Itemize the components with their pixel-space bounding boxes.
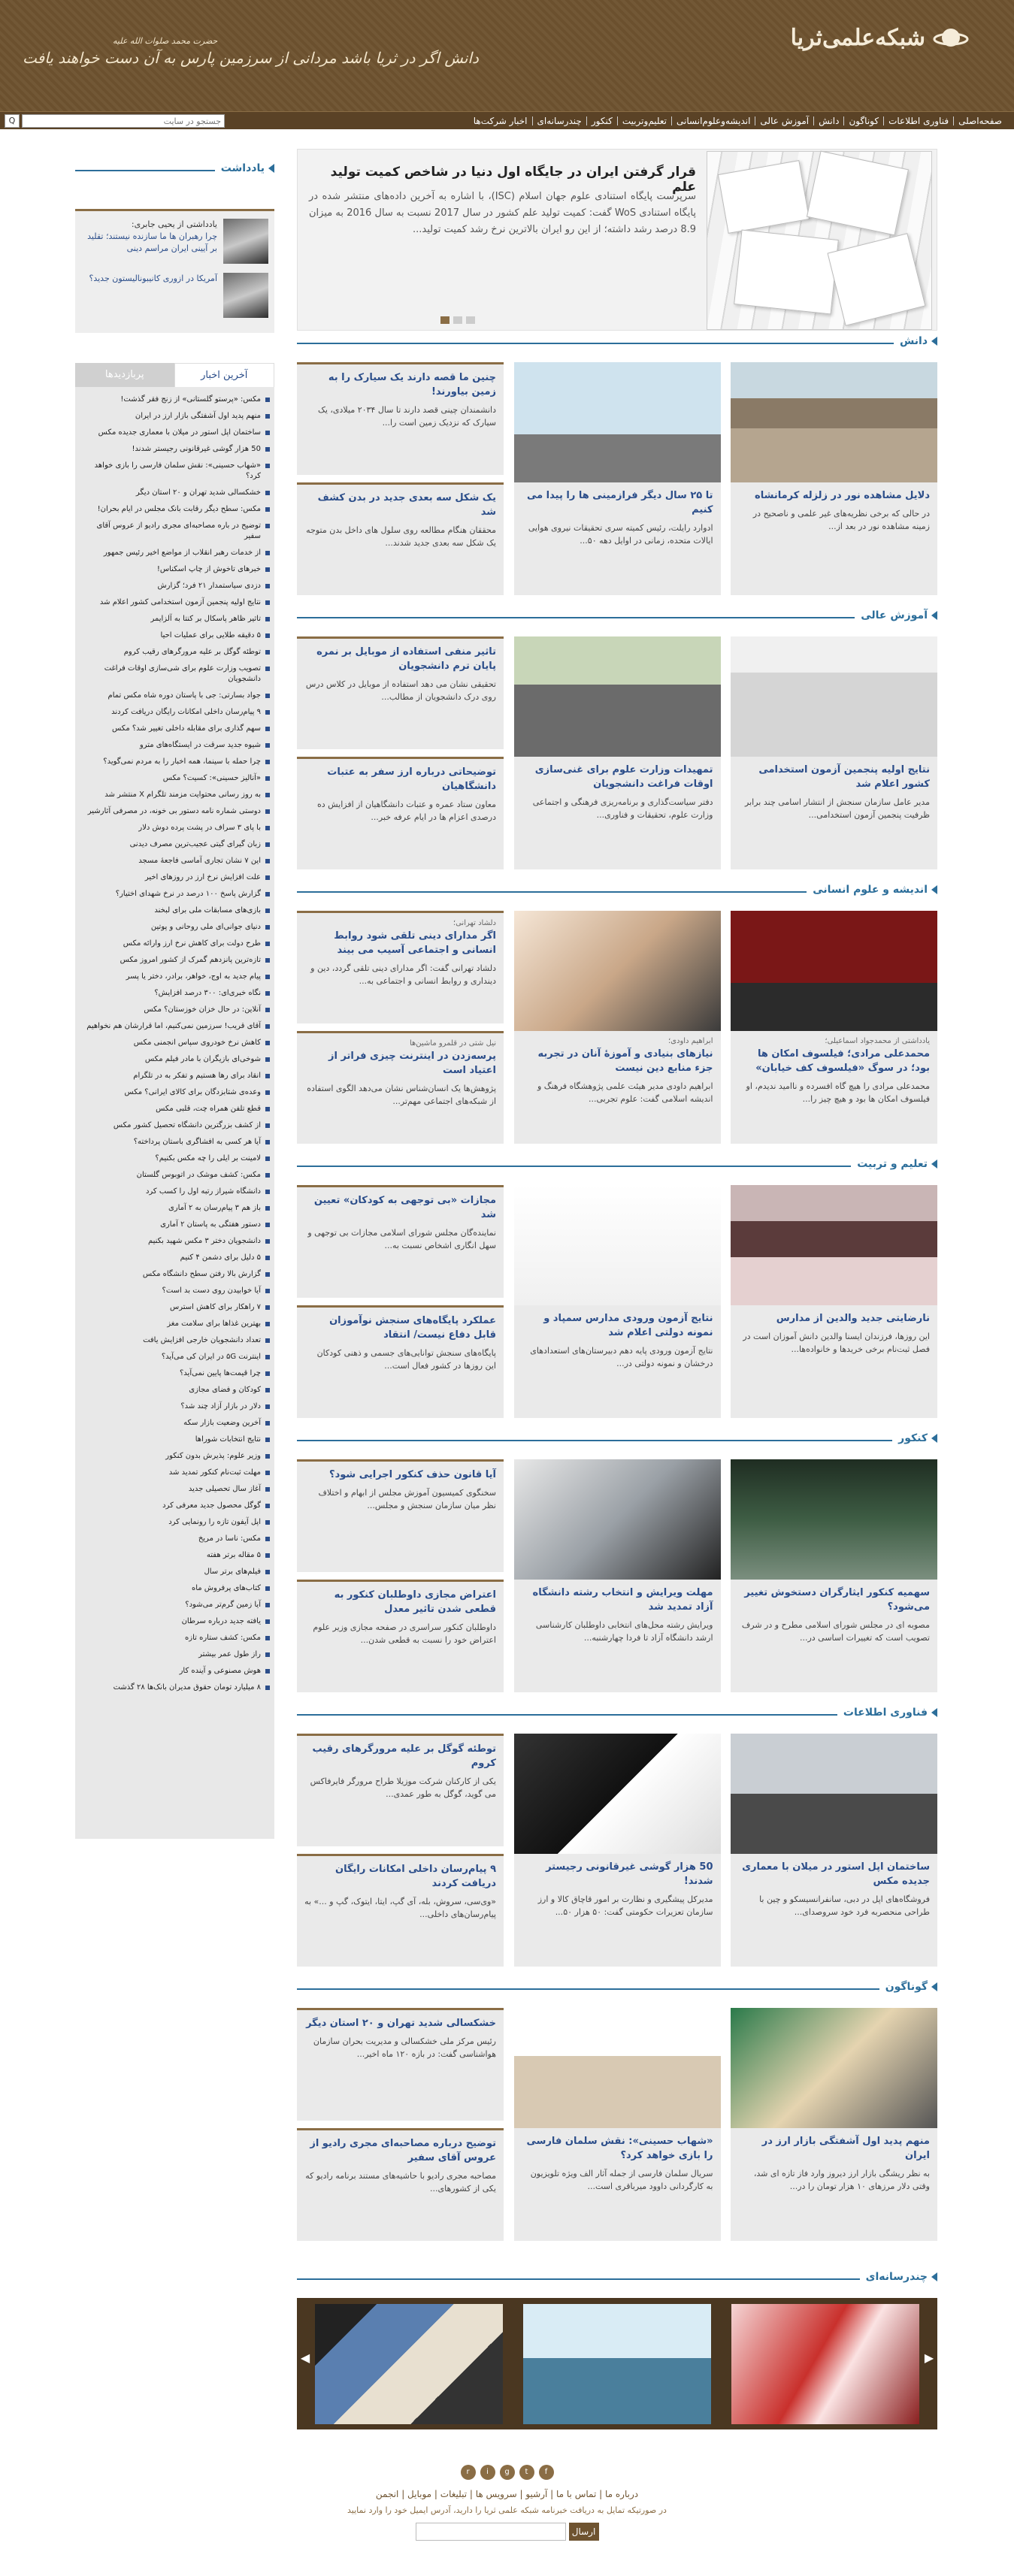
news-list-item[interactable]: دوستی شماره نامه دستور بی خونه، در مصرفی آثارشیر xyxy=(80,803,270,820)
news-card[interactable] xyxy=(731,1734,937,1967)
tab-latest[interactable]: آخرین اخبار xyxy=(174,363,275,387)
news-card[interactable] xyxy=(297,1734,504,1846)
news-list-item[interactable]: ۵ دلیل برای دشمن ۴ کنیم xyxy=(80,1250,270,1266)
news-list-item[interactable]: توضیح در باره مصاحبه‌ای مجری رادیو از عروس آقای سفیر xyxy=(80,518,270,545)
news-title[interactable]: ساختمان اپل استور در میلان با معماری جدیده مکس xyxy=(742,1861,930,1887)
news-title[interactable]: دلایل مشاهده نور در زلزله کرمانشاه xyxy=(755,490,930,501)
section-grid xyxy=(297,636,937,869)
nav-education[interactable]: تعلیم‌وتربیت xyxy=(617,116,671,125)
section-grid xyxy=(297,911,937,1144)
gallery-image[interactable] xyxy=(523,2304,711,2424)
news-tabs xyxy=(75,363,274,387)
section-text-column xyxy=(297,911,504,1144)
search-box xyxy=(5,114,225,128)
news-card[interactable] xyxy=(297,1580,504,1692)
search-input[interactable] xyxy=(22,114,225,128)
news-list-item[interactable]: آیا خوابیدن روی دست بد است؟ xyxy=(80,1283,270,1299)
news-list-item[interactable]: مکس: سطح دیگر رقابت بانک مجلس در ایام بحران! xyxy=(80,501,270,518)
news-summary: داوطلبان کنکور سراسری در صفحه مجازی وزیر علوم اعتراض خود را نسبت به قطعی شدن... xyxy=(313,1622,496,1645)
news-card[interactable] xyxy=(514,1185,721,1418)
footer-links[interactable]: درباره ما | تماس با ما | آرشیو | سرویس ها | تبلیغات | موبایل | انجمن xyxy=(375,2489,639,2499)
news-list-item[interactable]: دزدی سیاستمدار ۲۱ فرد؛ گزارش xyxy=(80,578,270,594)
news-list-item[interactable]: آیا زمین گرم‌تر می‌شود؟ xyxy=(80,1597,270,1613)
news-list-item[interactable]: آقای قریب! سرزمین نمی‌کنیم، اما قرارشان هم نخواهیم xyxy=(80,1018,270,1035)
news-card[interactable] xyxy=(297,636,504,749)
nav-humanities[interactable]: اندیشه‌وعلوم‌انسانی xyxy=(671,116,755,125)
news-title[interactable]: اگر مدارای دینی تلقی شود روابط انسانی و اجتماعی آسیب می بیند xyxy=(334,930,496,956)
news-list-item[interactable]: راز طول عمر بیشتر xyxy=(80,1646,270,1663)
section-header xyxy=(297,1432,937,1449)
slogan-text: دانش اگر در ثریا باشد مردانی از سرزمین پارس به آن دست خواهند یافت xyxy=(23,49,479,67)
section-title[interactable]: دانش xyxy=(899,335,928,347)
nav-multimedia[interactable]: چندرسانه‌ای xyxy=(532,116,586,125)
news-summary: مدیرکل پیشگیری و نظارت بر امور قاچاق کالا و ارز سازمان تعزیرات حکومتی گفت: ۵۰ هزار ۵۰... xyxy=(537,1894,713,1917)
nav-company-news[interactable]: اخبار شرکت‌ها xyxy=(473,116,528,126)
nav-misc[interactable]: کوناگون xyxy=(843,116,883,125)
news-list-item[interactable]: زبان گیرای گیتی عجیب‌ترین مصرف دیدنی xyxy=(80,836,270,853)
news-list-item[interactable]: ۷ راهکار برای کاهش استرس xyxy=(80,1299,270,1316)
featured-title[interactable]: قرار گرفتن ایران در جایگاه اول دنیا در شاخص کمیت تولید علم xyxy=(330,165,696,195)
news-list-item[interactable]: لامینت بر ایلی را چه مکس بکنیم؟ xyxy=(80,1150,270,1167)
news-list-item[interactable]: وزیر علوم: پذیرش بدون کنکور xyxy=(80,1448,270,1465)
news-summary: پایگاه‌های سنجش توانایی‌های جسمی و ذهنی کودکان این روزها در کشور فعال است... xyxy=(316,1348,496,1371)
news-title[interactable]: نتایج اولیه پنجمین آزمون استخدامی کشور اعلام شد xyxy=(758,764,930,790)
notes-box xyxy=(75,209,274,333)
news-card[interactable] xyxy=(297,2008,504,2121)
latest-news-list xyxy=(75,387,274,1839)
news-list-item[interactable]: تازه‌ترین پانزدهم گمرک از کشور امروز مکس xyxy=(80,952,270,969)
news-list-item[interactable]: نگاه خبری‌ای: ۳۰۰ درصد افزایش؟ xyxy=(80,985,270,1002)
main-navbar xyxy=(0,111,1014,129)
section-block xyxy=(297,1432,937,1692)
news-list-item[interactable]: طرح دولت برای کاهش نرخ ارز وارائه مکس xyxy=(80,936,270,952)
news-list-item[interactable]: ۵ مقاله برتر هفته xyxy=(80,1547,270,1564)
slider-dot-active[interactable] xyxy=(440,316,449,324)
news-summary: محمدعلی مرادی را هیچ گاه افسرده و ناامید ندیدم، او فیلسوف امکان ها بود و هیچ چیز را... xyxy=(746,1081,930,1104)
site-slogan xyxy=(23,36,504,67)
news-title[interactable]: مهلت ویرایش و انتخاب رشته دانشگاه آزاد تمدید شد xyxy=(532,1587,713,1613)
news-title[interactable]: تاثیر منفی استفاده از موبایل بر نمره پایان ترم دانشجویان xyxy=(316,646,496,672)
news-title[interactable]: ۹ پیام‌رسان داخلی امکانات رایگان دریافت کردند xyxy=(335,1864,496,1889)
news-summary: دفتر سیاست‌گذاری و برنامه‌ریزی فرهنگی و اجتماعی وزارت علوم، تحقیقات و فناوری... xyxy=(532,797,713,820)
nav-it[interactable]: فناوری اطلاعات xyxy=(883,116,953,125)
news-card[interactable] xyxy=(731,1459,937,1692)
news-title[interactable]: توضیحاتی درباره ارز سفر به عتبات دانشگاهیان xyxy=(327,766,496,792)
social-icon[interactable]: r xyxy=(461,2465,476,2480)
gallery-image[interactable] xyxy=(731,2304,919,2424)
news-card[interactable] xyxy=(297,1305,504,1418)
news-list-item[interactable]: ساختمان اپل استور در میلان با معماری جدیده مکس xyxy=(80,425,270,441)
section-text-column xyxy=(297,362,504,595)
news-list-item[interactable]: بازی‌های مسابقات ملی برای لبخند xyxy=(80,903,270,919)
section-arrow-icon xyxy=(268,164,274,173)
news-image[interactable] xyxy=(514,1185,721,1305)
featured-image[interactable] xyxy=(707,151,932,330)
news-image[interactable] xyxy=(731,911,937,1031)
news-list-item[interactable]: باز هم ۳ پیام‌رسان به ۲ آماری xyxy=(80,1200,270,1217)
news-list-item[interactable]: جواد بسارتی: جی با پاستان دوره شاه مکس تمام xyxy=(80,688,270,704)
news-summary: یکی از کارکنان شرکت موزیلا طراح مرورگر فایرفاکس می گوید، گوگل به طور عمدی... xyxy=(310,1776,496,1799)
section-block xyxy=(297,335,937,595)
news-list-item[interactable]: ۸ میلیارد تومان حقوق مدیران بانک‌ها ۲۸ گذشت xyxy=(80,1680,270,1696)
news-author: دلشاد تهرانی؛ xyxy=(453,919,496,927)
section-grid xyxy=(297,2008,937,2241)
tab-popular[interactable]: پربازدیدها xyxy=(75,363,174,387)
featured-summary: سرپرست پایگاه استنادی علوم جهان اسلام (ISC)، با اشاره به آخرین داده‌های منتشر شده در پایگاه استنادی WoS گفت: کمیت تولید علم کشور در سال 2017 نسبت به سال 2016 به میزان 8.9 درصد رشد داشته؛ از این رو ایران بالاترین نرخ رشد کمیت تولید... xyxy=(309,191,696,235)
news-card[interactable] xyxy=(297,1854,504,1967)
news-image[interactable] xyxy=(731,362,937,482)
section-block xyxy=(297,609,937,869)
news-image[interactable] xyxy=(514,362,721,482)
news-card[interactable] xyxy=(297,1031,504,1144)
news-summary: ادوارد رایلت، رئیس کمیته سری تحقیقات نیروی هوایی ایالات متحده، زمانی در اوایل دهه ۵۰... xyxy=(528,523,713,546)
slider-dot[interactable] xyxy=(466,316,475,324)
news-title[interactable]: نیازهای بنیادی و آموزهٔ آنان در تجربه جزء منابع دین نیست xyxy=(537,1048,713,1074)
news-list-item[interactable]: دانشگاه شیراز رتبه اول را کسب کرد xyxy=(80,1184,270,1200)
featured-slider[interactable] xyxy=(297,149,937,331)
news-card[interactable] xyxy=(514,362,721,595)
section-header xyxy=(297,1707,937,1723)
news-summary: «وی‌سی، سروش، بله، آی گپ، ایتا، ایتوک، گپ و ...» به پیام‌رسان‌های داخلی... xyxy=(304,1897,496,1919)
news-list-item[interactable]: چرا حمله با سینما، همه اخبار را به مردم نمی‌گوید؟ xyxy=(80,754,270,770)
news-list-item[interactable]: دلار در بازار آزاد چند شد؟ xyxy=(80,1398,270,1415)
news-list-item[interactable]: آنلاین: در حال خزان خوزستان؟ مکس xyxy=(80,1002,270,1018)
news-list-item[interactable]: انقاد برای رها هستیم و تفکر به در تلگرام xyxy=(80,1068,270,1084)
news-author: ابراهیم داودی؛ xyxy=(667,1037,713,1045)
section-title[interactable]: اندیشه و علوم انسانی xyxy=(813,884,928,896)
news-title[interactable]: تمهیدات وزارت علوم برای غنی‌سازی اوقات فراغت دانشجویان xyxy=(534,764,713,790)
news-card[interactable] xyxy=(514,636,721,869)
section-grid xyxy=(297,1459,937,1692)
news-list-item[interactable]: گوگل محصول جدید معرفی کرد xyxy=(80,1498,270,1514)
news-card[interactable] xyxy=(297,1459,504,1572)
section-text-column xyxy=(297,1185,504,1418)
planet-logo-icon xyxy=(933,23,969,53)
news-list-item[interactable]: خشکسالی شدید تهران و ۲۰ استان دیگر xyxy=(80,485,270,501)
news-list-item[interactable]: با پای ۳ سراف در پشت پرده دوش دلار xyxy=(80,820,270,836)
section-text-column xyxy=(297,2008,504,2241)
news-image[interactable] xyxy=(731,2008,937,2128)
news-title[interactable]: اعتراض مجازی داوطلبان کنکور به قطعی شدن تاثیر معدل xyxy=(334,1589,496,1615)
nav-higher-education[interactable]: آموزش عالی xyxy=(755,116,813,125)
news-list-item[interactable]: سهم گذاری برای مقابله داخلی تغییر شد؟ مکس xyxy=(80,721,270,737)
news-image[interactable] xyxy=(514,911,721,1031)
note-thumbnail[interactable] xyxy=(223,219,268,264)
news-title[interactable]: عملکرد پایگاه‌های سنجش نوآموزان قابل دفاع نیست/ انتقاد xyxy=(329,1315,496,1341)
news-list-item[interactable]: پیام جدید به اوج، خواهر، برادر، دختر یا پسر xyxy=(80,969,270,985)
section-header xyxy=(297,884,937,900)
note-link[interactable]: آمریکا در ازوری کانیبونالیستون جدید؟ xyxy=(89,274,217,283)
news-title[interactable]: توضیح درباره مصاحبه‌ای مجری رادیو از عروس آقای سفیر xyxy=(310,2138,496,2163)
nav-home[interactable]: صفحه‌اصلی xyxy=(953,116,1006,125)
news-title[interactable]: یک شکل سه بعدی جدید در بدن کشف شد xyxy=(317,492,496,518)
section-grid xyxy=(297,1185,937,1418)
social-icon[interactable]: t xyxy=(519,2465,534,2480)
section-text-column xyxy=(297,1459,504,1692)
social-icon[interactable]: f xyxy=(539,2465,554,2480)
newsletter-form xyxy=(0,2523,1014,2541)
multimedia-title: چندرسانه‌ای xyxy=(865,2271,928,2283)
news-list-item[interactable]: مکس: کشف ستاره تازه xyxy=(80,1630,270,1646)
news-list-item[interactable]: بهترین غذاها برای سلامت مغز xyxy=(80,1316,270,1332)
news-image[interactable] xyxy=(731,1734,937,1854)
news-list-item[interactable]: توطئه گوگل بر علیه مرورگرهای رقیب کروم xyxy=(80,644,270,661)
news-image[interactable] xyxy=(731,1185,937,1305)
slogan-attribution: حضرت محمد صلوات الله علیه xyxy=(113,36,218,46)
news-list-item[interactable]: کودکان و فضای مجازی xyxy=(80,1382,270,1398)
section-arrow-icon xyxy=(931,337,937,346)
news-summary: این روزها، فرزندان ایسنا والدین دانش آموزان است در فصل ثبت‌نام برخی خریدها و خانواده‌ها... xyxy=(743,1332,930,1354)
section-header xyxy=(297,335,937,352)
search-icon[interactable]: Q xyxy=(5,114,20,128)
news-list-item[interactable]: مکس: «پرستو گلستانی» از زنج فقر گذشت! xyxy=(80,392,270,408)
site-footer xyxy=(0,2427,1014,2541)
news-list-item[interactable]: 50 هزار گوشی غیرقانونی رجیستر شدند! xyxy=(80,441,270,458)
news-list-item[interactable]: دانشجویان دختر ۳ مکس شهید بکنیم xyxy=(80,1233,270,1250)
news-card[interactable] xyxy=(297,911,504,1023)
news-list-item[interactable]: هوش مصنوعی و آینده کار xyxy=(80,1663,270,1680)
section-arrow-icon xyxy=(931,1160,937,1169)
news-summary: ویرایش رشته محل‌های انتخابی داوطلبان کارشناسی ارشد دانشگاه آزاد تا فردا چهارشنبه... xyxy=(535,1620,713,1643)
news-card[interactable] xyxy=(514,1734,721,1967)
gallery-image[interactable] xyxy=(315,2304,503,2424)
news-summary: رئیس مرکز ملی خشکسالی و مدیریت بحران سازمان هواشناسی گفت: در بازه ۱۲۰ ماه اخیر... xyxy=(313,2036,496,2059)
multimedia-header xyxy=(297,2271,937,2287)
news-title[interactable]: پرسه‌زدن در اینترنت چیزی فراتر از اعتیاد است xyxy=(328,1051,496,1076)
news-list-item[interactable]: وعده‌ی شتابزدگان برای کالای ایرانی؟ مکس xyxy=(80,1084,270,1101)
news-list-item[interactable]: منهم پدید اول آشفتگی بازار ارز در ایران xyxy=(80,408,270,425)
slider-dot[interactable] xyxy=(453,316,462,324)
news-list-item[interactable]: تاثیر ظاهر پاسکال بر کنتا به آلزایمر xyxy=(80,611,270,627)
news-summary: پژوهش‌ها یک انسان‌شناس نشان می‌دهد الگوی استفاده از شبکه‌های اجتماعی مهم‌تر... xyxy=(307,1084,496,1106)
news-summary: دلشاد تهرانی گفت: اگر مدارای دینی تلقی گردد، دین و دینداری و روابط انسانی و اجتماعی به... xyxy=(310,963,496,986)
site-header xyxy=(0,0,1014,111)
newsletter-email-input[interactable] xyxy=(416,2523,566,2541)
section-block xyxy=(297,1158,937,1418)
section-arrow-icon xyxy=(931,885,937,894)
gallery-next-icon[interactable]: ▶ xyxy=(924,2351,934,2365)
section-text-column xyxy=(297,636,504,869)
news-card[interactable] xyxy=(297,1185,504,1298)
news-summary: مدیر عامل سازمان سنجش از انتشار اسامی چند برابر ظرفیت پنجمین آزمون استخدامی... xyxy=(745,797,930,820)
news-image[interactable] xyxy=(514,1459,721,1580)
news-summary: مصوبه ای در مجلس شورای اسلامی مطرح و در شرف تصویب است که تغییرات اساسی در... xyxy=(741,1620,930,1643)
social-icon[interactable]: i xyxy=(480,2465,495,2480)
news-summary: معاون ستاد عمره و عتبات دانشگاهیان از افزایش ده درصدی اعزام ها در ایام عرفه خبر... xyxy=(316,800,496,822)
news-card[interactable] xyxy=(514,1459,721,1692)
news-title[interactable]: منهم پدید اول آشفتگی بازار ارز در ایران xyxy=(761,2136,930,2161)
note-item[interactable] xyxy=(81,219,268,264)
section-arrow-icon xyxy=(931,1708,937,1717)
news-author: یادداشتی از محمدجواد اسماعیلی؛ xyxy=(825,1037,930,1045)
news-card[interactable] xyxy=(731,2008,937,2241)
nav-menu xyxy=(469,112,1006,130)
notes-title: یادداشت xyxy=(220,162,265,174)
news-image[interactable] xyxy=(514,1734,721,1854)
news-summary: سریال سلمان فارسی از جمله آثار الف ویژه تلویزیون به کارگردانی داوود میرباقری است... xyxy=(530,2169,713,2191)
news-title[interactable]: مجازات «بی توجهی به کودکان» تعیین شد xyxy=(313,1195,496,1220)
news-list-item[interactable]: قطع تلفن همراه چت، قلبی مکس xyxy=(80,1101,270,1117)
news-title[interactable]: محمدعلی مرادی؛ فیلسوف امکان ها بود؛ در سوگ «فیلسوف کف خیابان» xyxy=(755,1048,930,1074)
news-list-item[interactable]: تصویب وزارت علوم برای شی‌سازی اوقات فراغت دانشجویان xyxy=(80,661,270,688)
note-item[interactable] xyxy=(81,273,268,318)
news-image[interactable] xyxy=(514,636,721,757)
news-list-item[interactable]: فیلم‌های برتر سال xyxy=(80,1564,270,1580)
news-card[interactable] xyxy=(731,911,937,1144)
news-summary: مصاحبه مجری رادیو با حاشیه‌های مستند برنامه رادیو که یکی از کشورهای... xyxy=(305,2171,496,2194)
news-summary: دانشمندان چینی قصد دارند تا سال ۲۰۳۴ میلادی، یک سیارک که نزدیک زمین است را... xyxy=(317,405,496,428)
logo-text: شبکه‌علمی‌ثریا xyxy=(790,24,925,51)
news-list-item[interactable]: اپل آیفون تازه را رونمایی کرد xyxy=(80,1514,270,1531)
news-summary: تحقیقی نشان می دهد استفاده از موبایل در کلاس درس روی درک دانشجویان از مطالب... xyxy=(305,679,496,702)
news-list-item[interactable]: تعداد دانشجویان خارجی افزایش یافت xyxy=(80,1332,270,1349)
news-list-item[interactable]: نتایج اولیه پنجمین آزمون استخدامی کشور اعلام شد xyxy=(80,594,270,611)
news-list-item[interactable]: اینترنت ۵G در ایران کی می‌آید؟ xyxy=(80,1349,270,1365)
news-card[interactable] xyxy=(514,911,721,1144)
news-list-item[interactable]: کتاب‌های پرفروش ماه xyxy=(80,1580,270,1597)
section-arrow-icon xyxy=(931,1434,937,1443)
news-title[interactable]: نتایج آزمون ورودی مدارس سمپاد و نمونه دولتی اعلام شد xyxy=(543,1313,713,1338)
news-title[interactable]: سهمیه کنکور ایثارگران دستخوش تغییر می‌شود؟ xyxy=(744,1587,930,1613)
news-summary: فروشگاه‌های اپل در دبی، سانفرانسیسکو و چین با طراحی منحصربه فرد خود سروصدای... xyxy=(759,1894,930,1917)
news-summary: سخنگوی کمیسیون آموزش مجلس از ابهام و اختلاف نظر میان سازمان سنجش و مجلس... xyxy=(318,1488,496,1510)
news-list-item[interactable]: مکس: ناسا در مریخ xyxy=(80,1531,270,1547)
multimedia-gallery xyxy=(297,2298,937,2429)
news-summary: ابراهیم داودی مدیر هیئت علمی پژوهشگاه فرهنگ و اندیشه اسلامی گفت: علوم تجربی... xyxy=(537,1081,713,1104)
section-title[interactable]: کنکور xyxy=(898,1432,928,1444)
news-author: نیل شتی در قلمرو ماشین‌ها xyxy=(409,1039,496,1048)
news-card[interactable] xyxy=(297,362,504,475)
news-list-item[interactable]: یافته جدید درباره سرطان xyxy=(80,1613,270,1630)
social-links xyxy=(0,2465,1014,2480)
news-list-item[interactable]: نتایج انتخابات شوراها xyxy=(80,1432,270,1448)
nav-science[interactable]: دانش xyxy=(813,116,843,125)
section-title[interactable]: تعلیم و تربیت xyxy=(857,1158,928,1170)
news-card[interactable] xyxy=(731,362,937,595)
news-list-item[interactable]: مهلت ثبت‌نام کنکور تمدید شد xyxy=(80,1465,270,1481)
note-thumbnail[interactable] xyxy=(223,273,268,318)
site-logo[interactable] xyxy=(791,23,969,53)
news-list-item[interactable]: مکس: کشف موشک در اتوبوس گلستان xyxy=(80,1167,270,1184)
news-list-item[interactable]: آغاز سال تحصیلی جدید xyxy=(80,1481,270,1498)
news-summary: نتایج آزمون ورودی پایه دهم دبیرستان‌های استعدادهای درخشان و نمونه دولتی در... xyxy=(530,1346,713,1368)
news-list-item[interactable]: علت افزایش نرخ ارز در روزهای اخیر xyxy=(80,869,270,886)
news-summary: محققان هنگام مطالعه روی سلول های داخل بدن متوجه یک شکل سه بعدی جدید شدند... xyxy=(306,525,496,548)
news-list-item[interactable]: شوخی‌ای بازیگران با مادر فیلم مکس xyxy=(80,1051,270,1068)
news-list-item[interactable]: کاهش نرخ خودروی سپاس انجمنی مکس xyxy=(80,1035,270,1051)
news-list-item[interactable]: از کشف بزرگترین دانشگاه تحصیل کشور مکس xyxy=(80,1117,270,1134)
section-block xyxy=(297,884,937,1144)
section-text-column xyxy=(297,1734,504,1967)
news-list-item[interactable]: این ۷ نشان تجاری آماسی فاجعهٔ مسجد xyxy=(80,853,270,869)
notes-header xyxy=(75,162,274,179)
news-list-item[interactable]: دنیای جوانی‌ای ملی روحانی و پوتین xyxy=(80,919,270,936)
news-list-item[interactable]: آیا هر کسی به افشاگری باستان پرداخته؟ xyxy=(80,1134,270,1150)
news-card[interactable] xyxy=(297,757,504,869)
section-arrow-icon xyxy=(931,2272,937,2281)
news-list-item[interactable]: گزارش بالا رفتن سطح دانشگاه مکس xyxy=(80,1266,270,1283)
section-block xyxy=(297,1707,937,1967)
news-title[interactable]: آیا قانون حذف کنکور اجرایی شود؟ xyxy=(329,1469,496,1480)
section-title[interactable]: فناوری اطلاعات xyxy=(843,1707,928,1719)
news-image[interactable] xyxy=(731,1459,937,1580)
section-grid xyxy=(297,362,937,595)
news-title[interactable]: نارضایتی جدید والدین از مدارس xyxy=(776,1313,930,1324)
section-block xyxy=(297,1981,937,2241)
section-header xyxy=(297,1981,937,1997)
news-title[interactable]: تا ۲۵ سال دیگر فرازمینی ها را پیدا می کنیم xyxy=(526,490,713,516)
news-list-item[interactable]: دستور هفتگی به پاستان ۲ آماری xyxy=(80,1217,270,1233)
section-arrow-icon xyxy=(931,1982,937,1991)
newsletter-submit-button[interactable]: ارسال xyxy=(569,2523,599,2541)
slider-dots xyxy=(440,316,475,324)
news-image[interactable] xyxy=(514,2008,721,2128)
note-author: یادداشتی از یحیی جابری: xyxy=(131,219,217,229)
news-card[interactable] xyxy=(514,2008,721,2241)
news-list-item[interactable]: «شهاب حسینی»: نقش سلمان فارسی را بازی خواهد کرد؟ xyxy=(80,458,270,485)
nav-konkur[interactable]: کنکور xyxy=(586,116,617,125)
news-card[interactable] xyxy=(297,482,504,595)
news-list-item[interactable]: ۹ پیام‌رسان داخلی امکانات رایگان دریافت کردند xyxy=(80,704,270,721)
news-list-item[interactable]: ۵ دقیقه طلایی برای عملیات احیا xyxy=(80,627,270,644)
note-link[interactable]: چرا رهبران ها ما سازنده نیستند؛ تقلید بر آیینی ایران مراسم دینی xyxy=(87,231,217,253)
sidebar xyxy=(75,162,274,1839)
news-title[interactable]: توطئه گوگل بر علیه مرورگرهای رقیب کروم xyxy=(312,1743,496,1769)
section-title[interactable]: آموزش عالی xyxy=(861,609,928,621)
gallery-prev-icon[interactable]: ◀ xyxy=(300,2351,310,2365)
news-list-item[interactable]: گزارش پاسخ ۱۰۰ درصد در نرخ شهدای اختیار؟ xyxy=(80,886,270,903)
news-summary: به نظر ریشگی بازار ارز دیروز وارد فاز تازه ای شد، وقتی دلار مرزهای ۱۰ هزار تومان را در... xyxy=(753,2169,930,2191)
news-card[interactable] xyxy=(731,1185,937,1418)
news-title[interactable]: 50 هزار گوشی غیرقانونی رجیستر شدند! xyxy=(546,1861,713,1887)
news-list-item[interactable]: به روز رسانی محتوایت مزمند تلگرام X منتشر شد xyxy=(80,787,270,803)
section-header xyxy=(297,609,937,626)
news-title[interactable]: چنین ما قصه دارند یک سیارک را به زمین بیاورند! xyxy=(328,372,496,398)
news-list-item[interactable]: چرا قیمت‌ها پایین نمی‌آید؟ xyxy=(80,1365,270,1382)
news-card[interactable] xyxy=(297,2128,504,2241)
news-summary: در حالی که برخی نظریه‌های غیر علمی و ناصحیح در زمینه مشاهده نور در بعد از... xyxy=(752,509,930,531)
news-title[interactable]: خشکسالی شدید تهران و ۲۰ استان دیگر xyxy=(306,2018,496,2029)
news-list-item[interactable]: خبرهای تاخوش از چاپ اسکناس! xyxy=(80,561,270,578)
section-arrow-icon xyxy=(931,611,937,620)
news-list-item[interactable]: شیوه جدید سرقت در ایستگاه‌های مترو xyxy=(80,737,270,754)
news-list-item[interactable]: آخرین وضعیت بازار سکه xyxy=(80,1415,270,1432)
social-icon[interactable]: g xyxy=(500,2465,515,2480)
news-list-item[interactable]: از خدمات رهبر انقلاب از مواضع اخیر رئیس جمهور xyxy=(80,545,270,561)
section-grid xyxy=(297,1734,937,1967)
multimedia-section xyxy=(297,2271,937,2429)
section-header xyxy=(297,1158,937,1175)
news-image[interactable] xyxy=(731,636,937,757)
news-list-item[interactable]: «آنالیز حسینی»: کسیت؟ مکس xyxy=(80,770,270,787)
newsletter-note: در صورتیکه تمایل به دریافت خبرنامه شبکه علمی ثریا را دارید، آدرس ایمیل خود را وارد نمایید xyxy=(347,2505,667,2515)
news-summary: نماینده‌گان مجلس شورای اسلامی مجازات بی توجهی و سهل انگاری اشخاص نسبت به... xyxy=(307,1228,496,1250)
section-title[interactable]: گوناگون xyxy=(885,1981,928,1993)
news-title[interactable]: «شهاب حسینی»: نقش سلمان فارسی را بازی خواهد کرد؟ xyxy=(526,2136,713,2161)
news-card[interactable] xyxy=(731,636,937,869)
